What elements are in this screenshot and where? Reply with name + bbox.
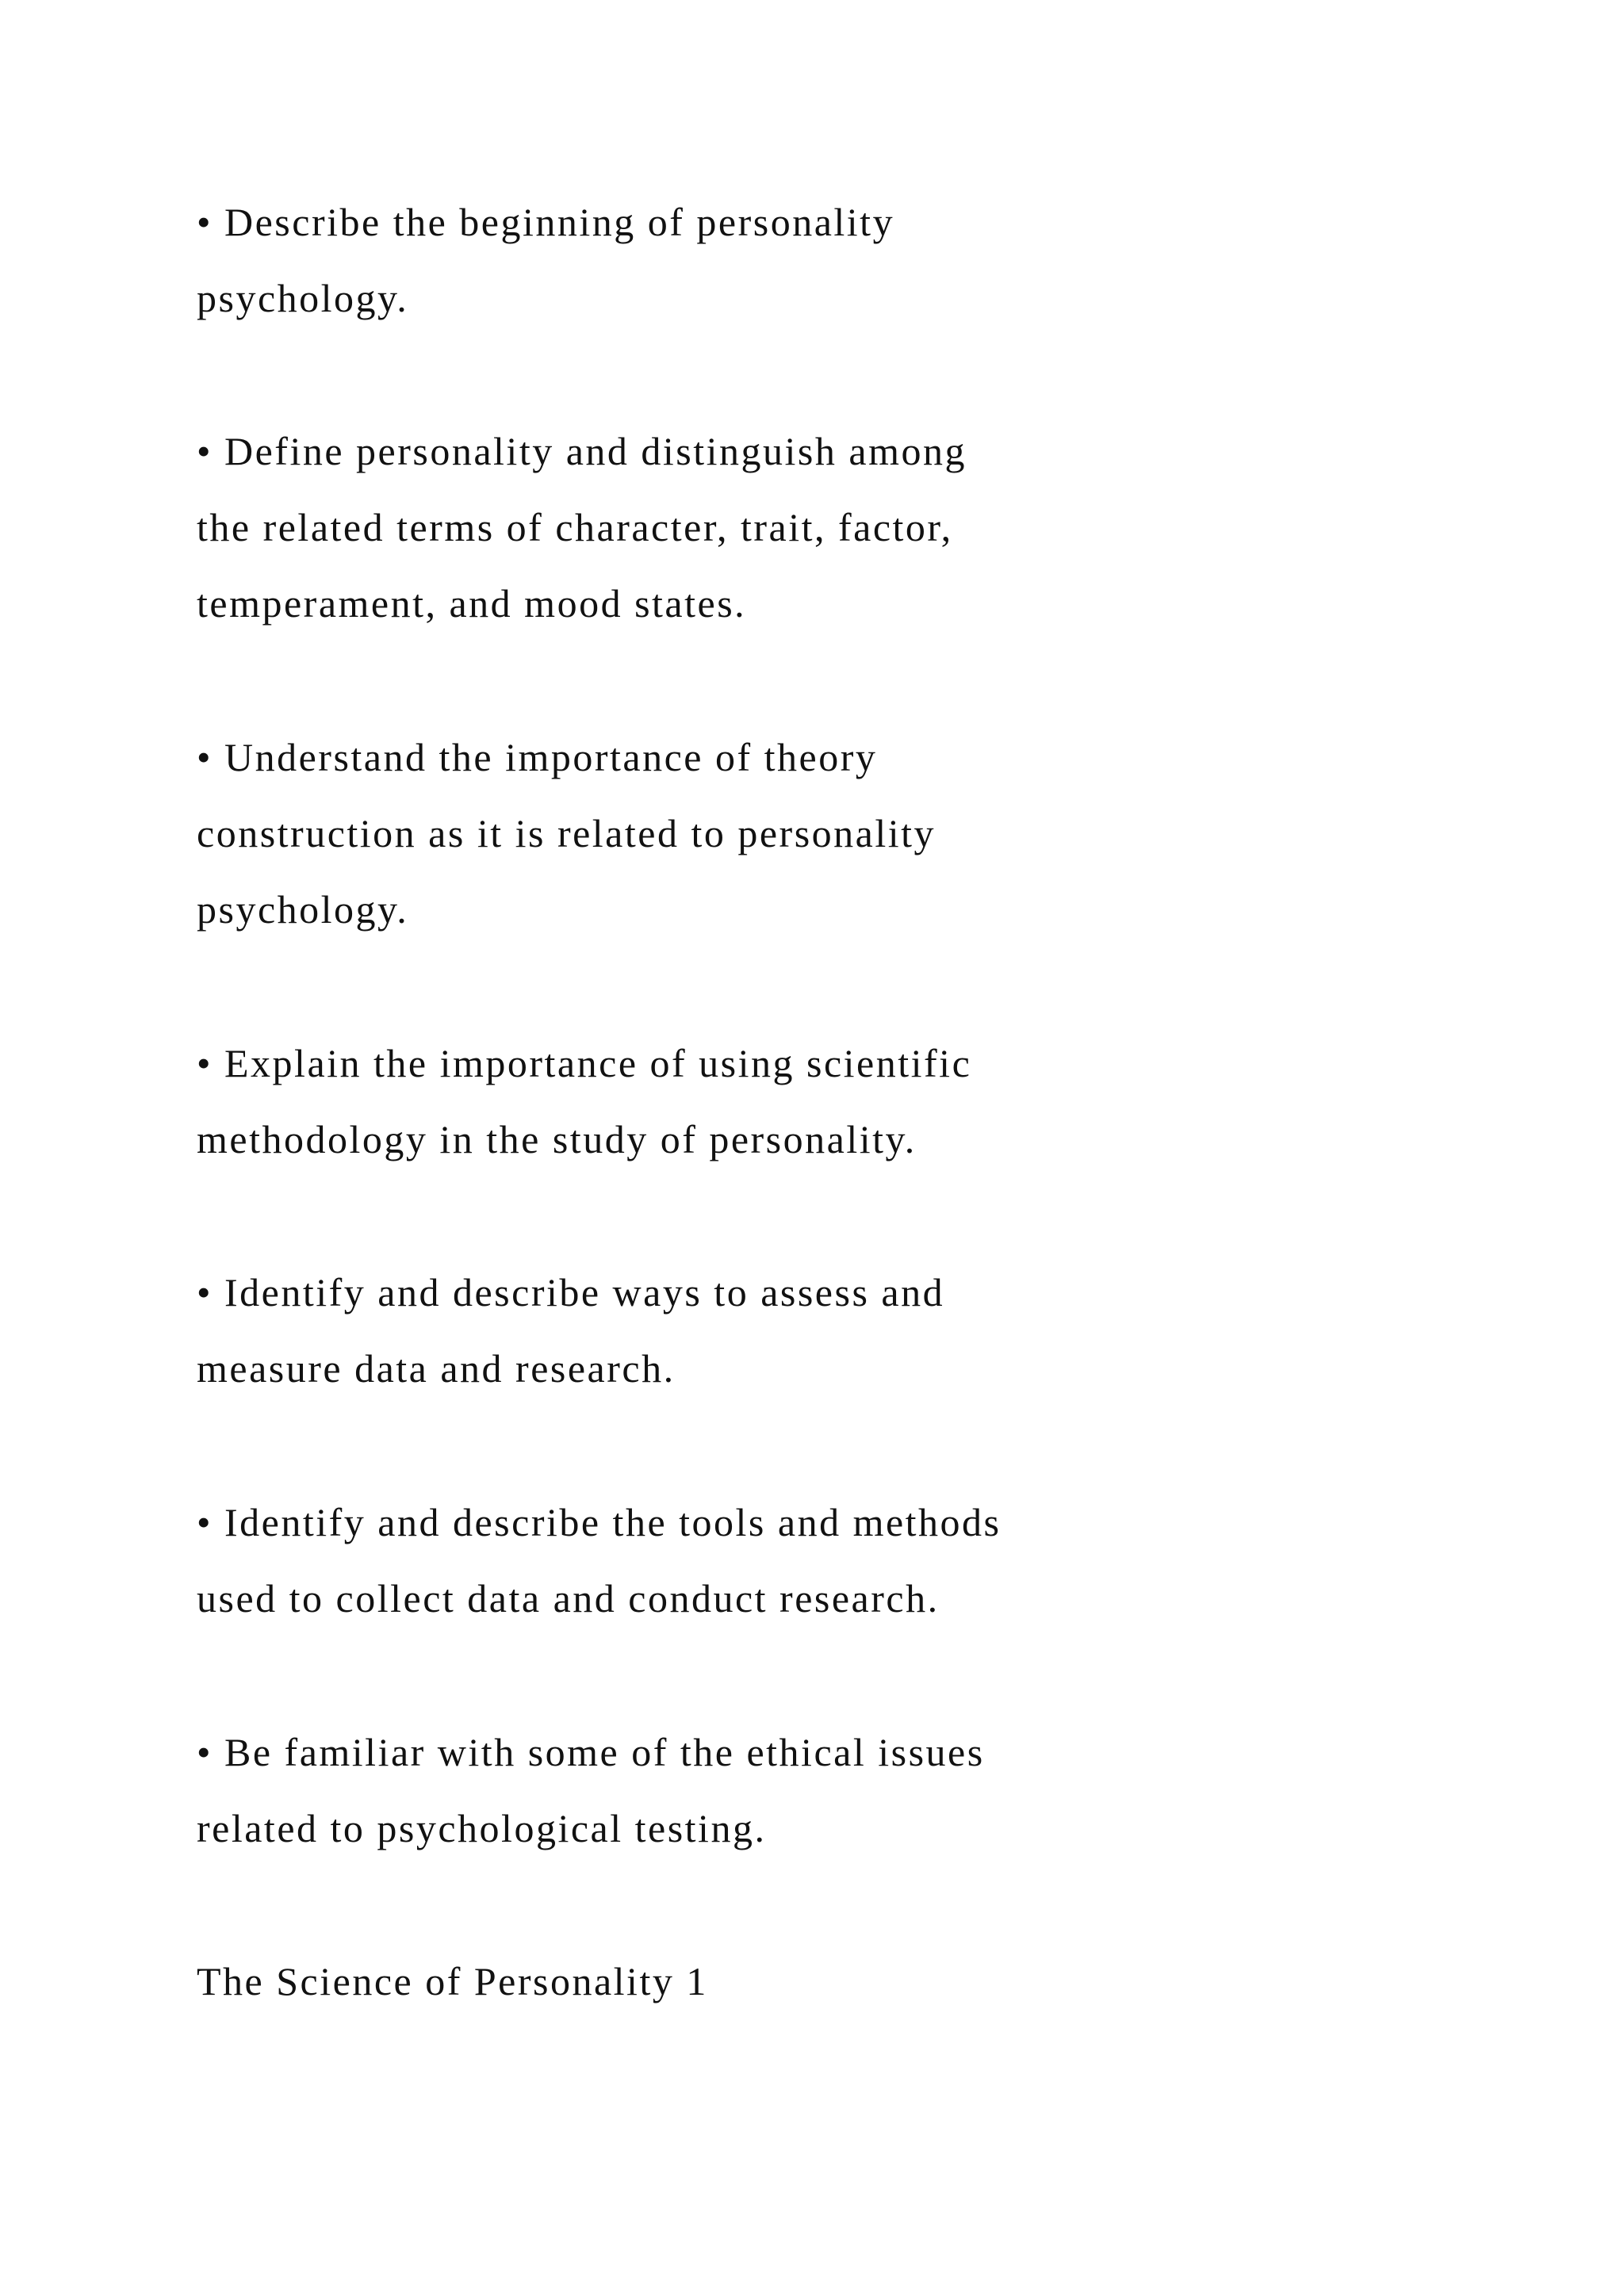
objective-4-line-1: • Explain the importance of using scientific — [197, 1041, 972, 1085]
objective-1-line-1: • Describe the beginning of personality — [197, 200, 895, 244]
objective-6-line-2: used to collect data and conduct research. — [197, 1576, 940, 1621]
objective-4-line-2: methodology in the study of personality. — [197, 1117, 917, 1161]
objective-7-line-1: • Be familiar with some of the ethical issues — [197, 1730, 985, 1774]
objective-5-line-2: measure data and research. — [197, 1346, 676, 1391]
objective-5-line-1: • Identify and describe ways to assess and — [197, 1270, 945, 1314]
objective-2-line-2: the related terms of character, trait, factor, — [197, 505, 953, 549]
objective-2-line-3: temperament, and mood states. — [197, 581, 747, 626]
objective-2-line-1: • Define personality and distinguish among — [197, 429, 967, 473]
objective-6-line-1: • Identify and describe the tools and methods — [197, 1500, 1002, 1544]
objective-3-line-3: psychology. — [197, 887, 409, 932]
objective-3-line-1: • Understand the importance of theory — [197, 735, 878, 779]
objective-7-line-2: related to psychological testing. — [197, 1806, 767, 1850]
page-footer: The Science of Personality 1 — [197, 1959, 708, 2003]
objective-3-line-2: construction as it is related to personality — [197, 811, 936, 855]
objective-1-line-2: psychology. — [197, 276, 409, 320]
